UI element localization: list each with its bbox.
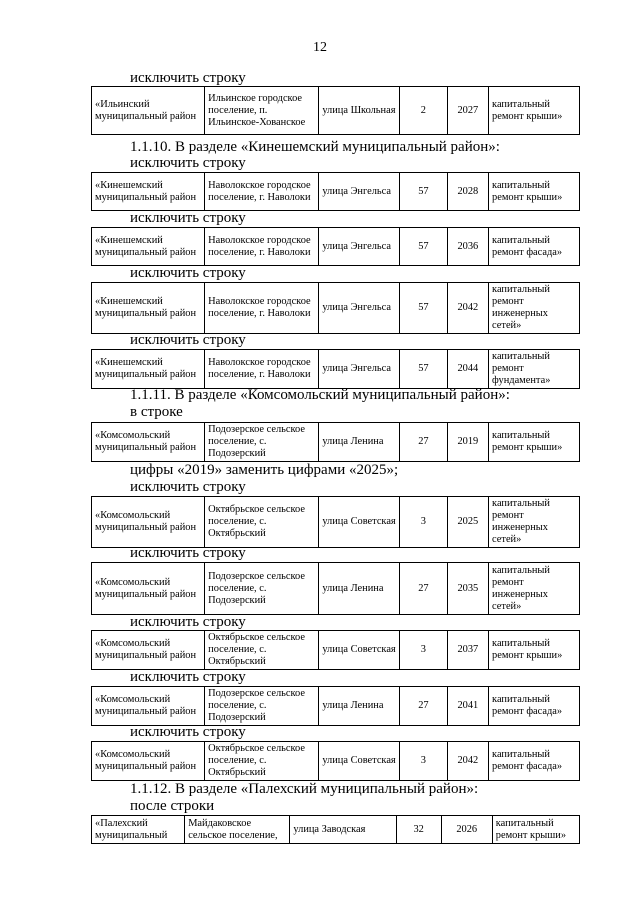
cell-year: 2026 [441, 816, 492, 844]
cell-district: «Комсомольский муниципальный район [92, 742, 205, 781]
cell-street: улица Школьная [319, 87, 400, 135]
cell-work: капитальный ремонт фундамента» [489, 350, 580, 389]
cell-work: капитальный ремонт фасада» [489, 742, 580, 781]
cell-year: 2044 [447, 350, 488, 389]
cell-year: 2028 [447, 173, 488, 211]
cell-district: «Комсомольский муниципальный район [92, 423, 205, 462]
page-number: 12 [313, 40, 327, 55]
cell-house: 57 [400, 228, 447, 266]
cell-work: капитальный ремонт фасада» [489, 228, 580, 266]
cell-street: улица Ленина [319, 423, 400, 462]
cell-house: 57 [400, 283, 447, 334]
cell-settlement: Подозерское сельское поселение, с. Подозерский [205, 687, 319, 726]
instruction-line: в строке [130, 404, 183, 420]
cell-street: улица Энгельса [319, 350, 400, 389]
table-row [91, 686, 580, 726]
cell-year: 2042 [447, 283, 488, 334]
instruction-line: исключить строку [130, 614, 246, 630]
cell-district: «Комсомольский муниципальный район [92, 631, 205, 670]
table-row [91, 86, 580, 135]
cell-street: улица Советская [319, 631, 400, 670]
cell-district: «Кинешемский муниципальный район [92, 228, 205, 266]
cell-settlement: Подозерское сельское поселение, с. Подозерский [205, 563, 319, 615]
cell-district: «Комсомольский муниципальный район [92, 687, 205, 726]
cell-district: «Кинешемский муниципальный район [92, 350, 205, 389]
cell-street: улица Энгельса [319, 228, 400, 266]
section-heading: 1.1.11. В разделе «Комсомольский муниципальный район»: [130, 387, 510, 403]
cell-work: капитальный ремонт инженерных сетей» [489, 283, 580, 334]
cell-house: 57 [400, 350, 447, 389]
table-row [91, 282, 580, 334]
cell-street: улица Энгельса [319, 283, 400, 334]
cell-year: 2037 [447, 631, 488, 670]
cell-district: «Кинешемский муниципальный район [92, 173, 205, 211]
table-row [91, 815, 580, 844]
instruction-line: исключить строку [130, 545, 246, 561]
cell-settlement: Майдаковское сельское поселение, [185, 816, 290, 844]
cell-year: 2042 [447, 742, 488, 781]
instruction-line: исключить строку [130, 210, 246, 226]
table-row [91, 496, 580, 548]
cell-street: улица Советская [319, 497, 400, 548]
cell-street: улица Энгельса [319, 173, 400, 211]
cell-street: улица Заводская [290, 816, 396, 844]
table-row [91, 562, 580, 615]
cell-district: «Ильинский муниципальный район [92, 87, 205, 135]
cell-house: 32 [396, 816, 441, 844]
cell-district: «Комсомольский муниципальный район [92, 497, 205, 548]
section-heading: 1.1.10. В разделе «Кинешемский муниципальный район»: [130, 139, 500, 155]
table-row [91, 349, 580, 389]
cell-settlement: Октябрьское сельское поселение, с. Октябрьский [205, 497, 319, 548]
instruction-line: исключить строку [130, 155, 246, 171]
cell-year: 2019 [447, 423, 488, 462]
cell-district: «Палехский муниципальный [92, 816, 185, 844]
cell-work: капитальный ремонт инженерных сетей» [489, 563, 580, 615]
cell-work: капитальный ремонт инженерных сетей» [489, 497, 580, 548]
cell-work: капитальный ремонт крыши» [492, 816, 579, 844]
cell-house: 57 [400, 173, 447, 211]
cell-street: улица Ленина [319, 687, 400, 726]
cell-settlement: Октябрьское сельское поселение, с. Октябрьский [205, 631, 319, 670]
cell-settlement: Наволокское городское поселение, г. Наволоки [205, 350, 319, 389]
instruction-line: исключить строку [130, 70, 246, 86]
table-row [91, 630, 580, 670]
cell-year: 2027 [447, 87, 488, 135]
cell-work: капитальный ремонт крыши» [489, 87, 580, 135]
cell-year: 2036 [447, 228, 488, 266]
instruction-line: цифры «2019» заменить цифрами «2025»; [130, 462, 399, 478]
table-row [91, 172, 580, 211]
cell-settlement: Подозерское сельское поселение, с. Подозерский [205, 423, 319, 462]
cell-year: 2035 [447, 563, 488, 615]
table-row [91, 422, 580, 462]
cell-work: капитальный ремонт крыши» [489, 173, 580, 211]
cell-year: 2041 [447, 687, 488, 726]
cell-settlement: Октябрьское сельское поселение, с. Октябрьский [205, 742, 319, 781]
instruction-line: после строки [130, 798, 215, 814]
cell-street: улица Советская [319, 742, 400, 781]
cell-work: капитальный ремонт крыши» [489, 631, 580, 670]
instruction-line: исключить строку [130, 265, 246, 281]
table-row [91, 227, 580, 266]
instruction-line: исключить строку [130, 669, 246, 685]
cell-house: 3 [400, 742, 447, 781]
cell-district: «Кинешемский муниципальный район [92, 283, 205, 334]
cell-settlement: Ильинское городское поселение, п. Ильинское-Хованское [205, 87, 319, 135]
cell-settlement: Наволокское городское поселение, г. Наволоки [205, 228, 319, 266]
cell-house: 27 [400, 423, 447, 462]
cell-house: 27 [400, 687, 447, 726]
cell-street: улица Ленина [319, 563, 400, 615]
cell-settlement: Наволокское городское поселение, г. Наволоки [205, 283, 319, 334]
cell-house: 3 [400, 631, 447, 670]
cell-house: 3 [400, 497, 447, 548]
instruction-line: исключить строку [130, 332, 246, 348]
table-row [91, 741, 580, 781]
instruction-line: исключить строку [130, 479, 246, 495]
cell-settlement: Наволокское городское поселение, г. Наволоки [205, 173, 319, 211]
cell-house: 2 [400, 87, 447, 135]
section-heading: 1.1.12. В разделе «Палехский муниципальный район»: [130, 781, 479, 797]
cell-district: «Комсомольский муниципальный район [92, 563, 205, 615]
cell-house: 27 [400, 563, 447, 615]
instruction-line: исключить строку [130, 724, 246, 740]
cell-work: капитальный ремонт крыши» [489, 423, 580, 462]
cell-year: 2025 [447, 497, 488, 548]
cell-work: капитальный ремонт фасада» [489, 687, 580, 726]
